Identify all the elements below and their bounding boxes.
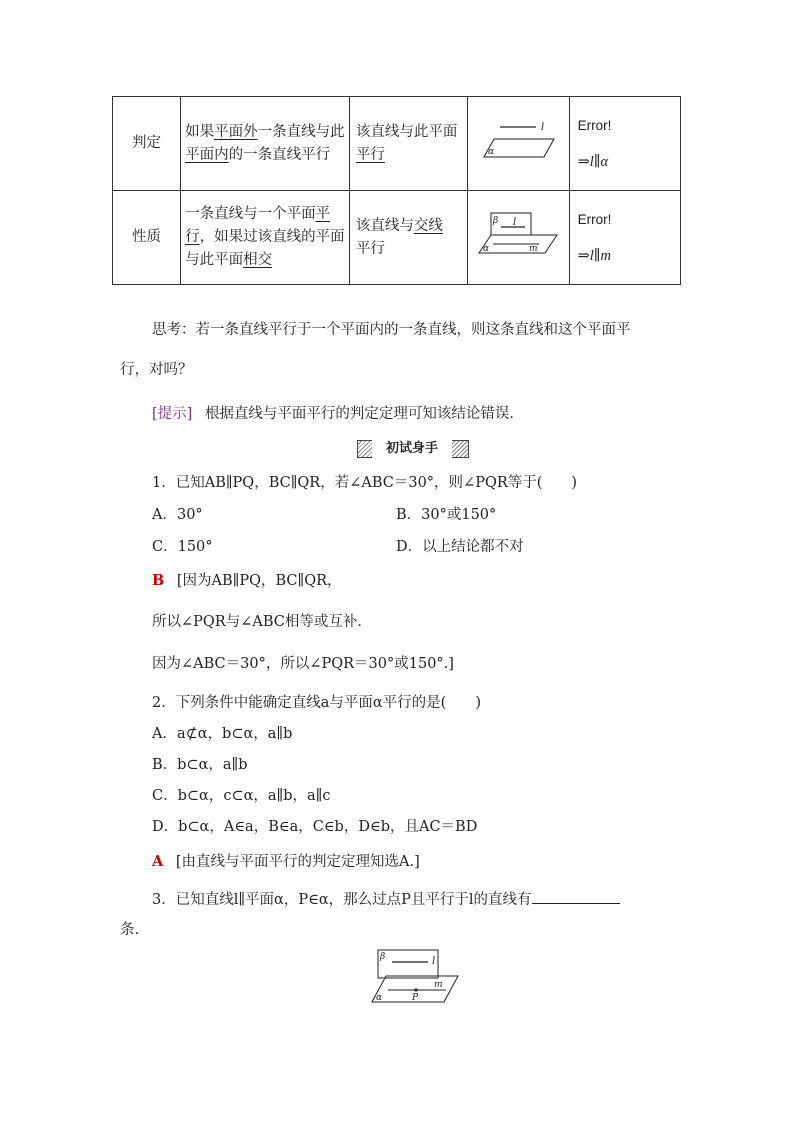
q1-solution-line-2: 所以∠PQR与∠ABC相等或互补． — [152, 614, 372, 630]
condition-cell: 如果平面外一条直线与此平面内的一条直线平行 — [181, 97, 350, 191]
q2-option-b: B．b⊂α，a∥b — [152, 757, 248, 773]
plane-line-figure — [478, 115, 558, 165]
q2-option-c: C．b⊂α，c⊂α，a∥b，a∥c — [152, 788, 331, 804]
theorem-table — [112, 96, 681, 285]
alpha-label: α — [376, 993, 383, 1003]
q1-option-d: D．以上结论都不对 — [396, 539, 524, 555]
q3-stem — [152, 888, 620, 909]
q3-stem-text: 3．已知直线l∥平面α，P∈α，那么过点P且平行于l的直线有 — [152, 892, 532, 908]
m-label: m — [529, 243, 539, 254]
beta-label: β — [380, 952, 386, 962]
q1-stem: 1．已知AB∥PQ，BC∥QR，若∠ABC＝30°，则∠PQR等于( ) — [152, 475, 578, 491]
figure-cell — [468, 191, 569, 285]
error-text: Error! — [577, 117, 612, 133]
row-label: 判定 — [113, 97, 181, 191]
two-planes-figure — [477, 209, 559, 259]
conclusion-cell: 该直线与此平面平行 — [349, 97, 467, 191]
answer-blank — [532, 889, 620, 904]
conclusion-cell: 该直线与交线 平行 — [349, 191, 467, 285]
hint — [152, 402, 524, 423]
q1-solution-line-1: [因为AB∥PQ，BC∥QR， — [176, 573, 342, 589]
line-label: l — [432, 956, 436, 967]
q2-stem: 2．下列条件中能确定直线a与平面α平行的是( ) — [152, 695, 481, 711]
symbol-cell — [569, 97, 680, 191]
error-text: Error! — [577, 211, 612, 227]
q1-option-b: B．30°或150° — [396, 507, 497, 523]
q1-option-a: A．30° — [152, 507, 203, 523]
section-banner — [357, 440, 469, 458]
q2-option-a: A．a⊄α，b⊂α，a∥b — [152, 726, 293, 742]
q2-solution-text: [由直线与平面平行的判定定理知选A.] — [175, 854, 420, 870]
point-label: P — [412, 993, 419, 1003]
q2-solution — [152, 850, 420, 871]
plane-label: α — [488, 146, 495, 157]
hint-text: 根据直线与平面平行的判定定理可知该结论错误． — [204, 406, 524, 422]
symbol-cell — [569, 191, 680, 285]
hint-tag: [提示] — [152, 406, 193, 422]
row-label: 性质 — [113, 191, 181, 285]
table-row — [113, 97, 681, 191]
conclusion-symbol: ⇒l∥α — [577, 153, 609, 170]
line-label: l — [541, 121, 545, 133]
q1-solution-line-3: 因为∠ABC＝30°，所以∠PQR＝30°或150°.] — [152, 656, 454, 672]
q1-option-c: C．150° — [152, 539, 213, 555]
figure-cell — [468, 97, 569, 191]
q3-tail: 条. — [120, 922, 140, 938]
q1-solution — [152, 569, 342, 590]
q3-figure — [368, 946, 464, 1008]
q2-option-d: D．b⊂α，A∈a，B∈a，C∈b，D∈b，且AC＝BD — [152, 819, 478, 835]
q2-answer: A — [152, 853, 164, 870]
think-line-2: 行，对吗？ — [120, 362, 193, 378]
alpha-label: α — [483, 243, 490, 254]
table-row — [113, 191, 681, 285]
beta-label: β — [493, 215, 499, 226]
line-label: l — [513, 216, 517, 228]
condition-cell: 一条直线与一个平面平行，如果过该直线的平面与此平面相交 — [181, 191, 350, 285]
banner-text: 初试身手 — [372, 439, 452, 458]
m-label: m — [434, 980, 443, 990]
q1-answer: B — [152, 572, 165, 589]
conclusion-symbol: ⇒l∥m — [577, 247, 611, 264]
think-line-1: 思考：若一条直线平行于一个平面内的一条直线，则这条直线和这个平面平 — [152, 322, 631, 338]
